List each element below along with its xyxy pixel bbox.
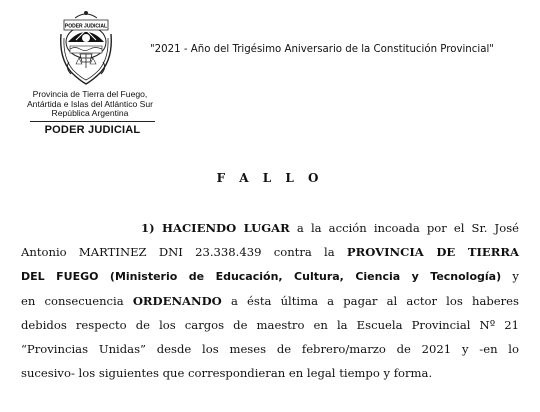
paragraph-line: [21, 216, 519, 240]
text-span: sucesivo- los siguientes que correspondieran en legal tiempo y forma.: [21, 366, 433, 380]
institution-line: Antártida e Islas del Atlántico Sur: [26, 98, 154, 109]
bold-span: PROVINCIA DE TIERRA: [346, 245, 519, 259]
paragraph-line: [21, 361, 519, 385]
ruling-paragraph: [21, 216, 519, 385]
text-span: y: [501, 269, 519, 283]
text-span: a ésta última a pagar al actor los haberes: [221, 294, 519, 308]
paragraph-line: [21, 289, 519, 313]
institution-line: República Argentina: [51, 108, 129, 119]
text-span: debidos respecto de los cargos de maestro en la Escuela Provincial Nº 21: [21, 318, 519, 332]
bold-span: DEL FUEGO (Ministerio de Educación, Cultura, Ciencia y Tecnología): [21, 270, 502, 283]
header-motto: "2021 - Año del Trigésimo Aniversario de la Constitución Provincial": [150, 44, 494, 55]
bold-span: ORDENANDO: [132, 294, 222, 308]
paragraph-line: [21, 337, 519, 361]
text-span: Antonio MARTINEZ DNI 23.338.439 contra la: [21, 245, 347, 259]
seal-emblem-icon: [55, 8, 117, 88]
provincial-seal-logo: [55, 8, 117, 88]
seal-text: PODER JUDICIAL: [64, 23, 108, 30]
document-title: F A L L O: [216, 171, 324, 185]
institution-line: Provincia de Tierra del Fuego,: [32, 89, 148, 99]
text-span: “Provincias Unidas” desde los meses de febrero/marzo de 2021 y -en lo: [21, 342, 519, 356]
text-span: en consecuencia: [21, 294, 133, 308]
institution-name: [20, 90, 160, 119]
ruling-number: 1) HACIENDO LUGAR: [141, 221, 290, 235]
paragraph-line: [21, 264, 519, 289]
paragraph-line: [21, 313, 519, 337]
text-span: a la acción incoada por el Sr. José: [289, 221, 519, 235]
department-name: PODER JUDICIAL: [30, 121, 155, 136]
document-header: [0, 0, 540, 140]
paragraph-line: [21, 240, 519, 264]
